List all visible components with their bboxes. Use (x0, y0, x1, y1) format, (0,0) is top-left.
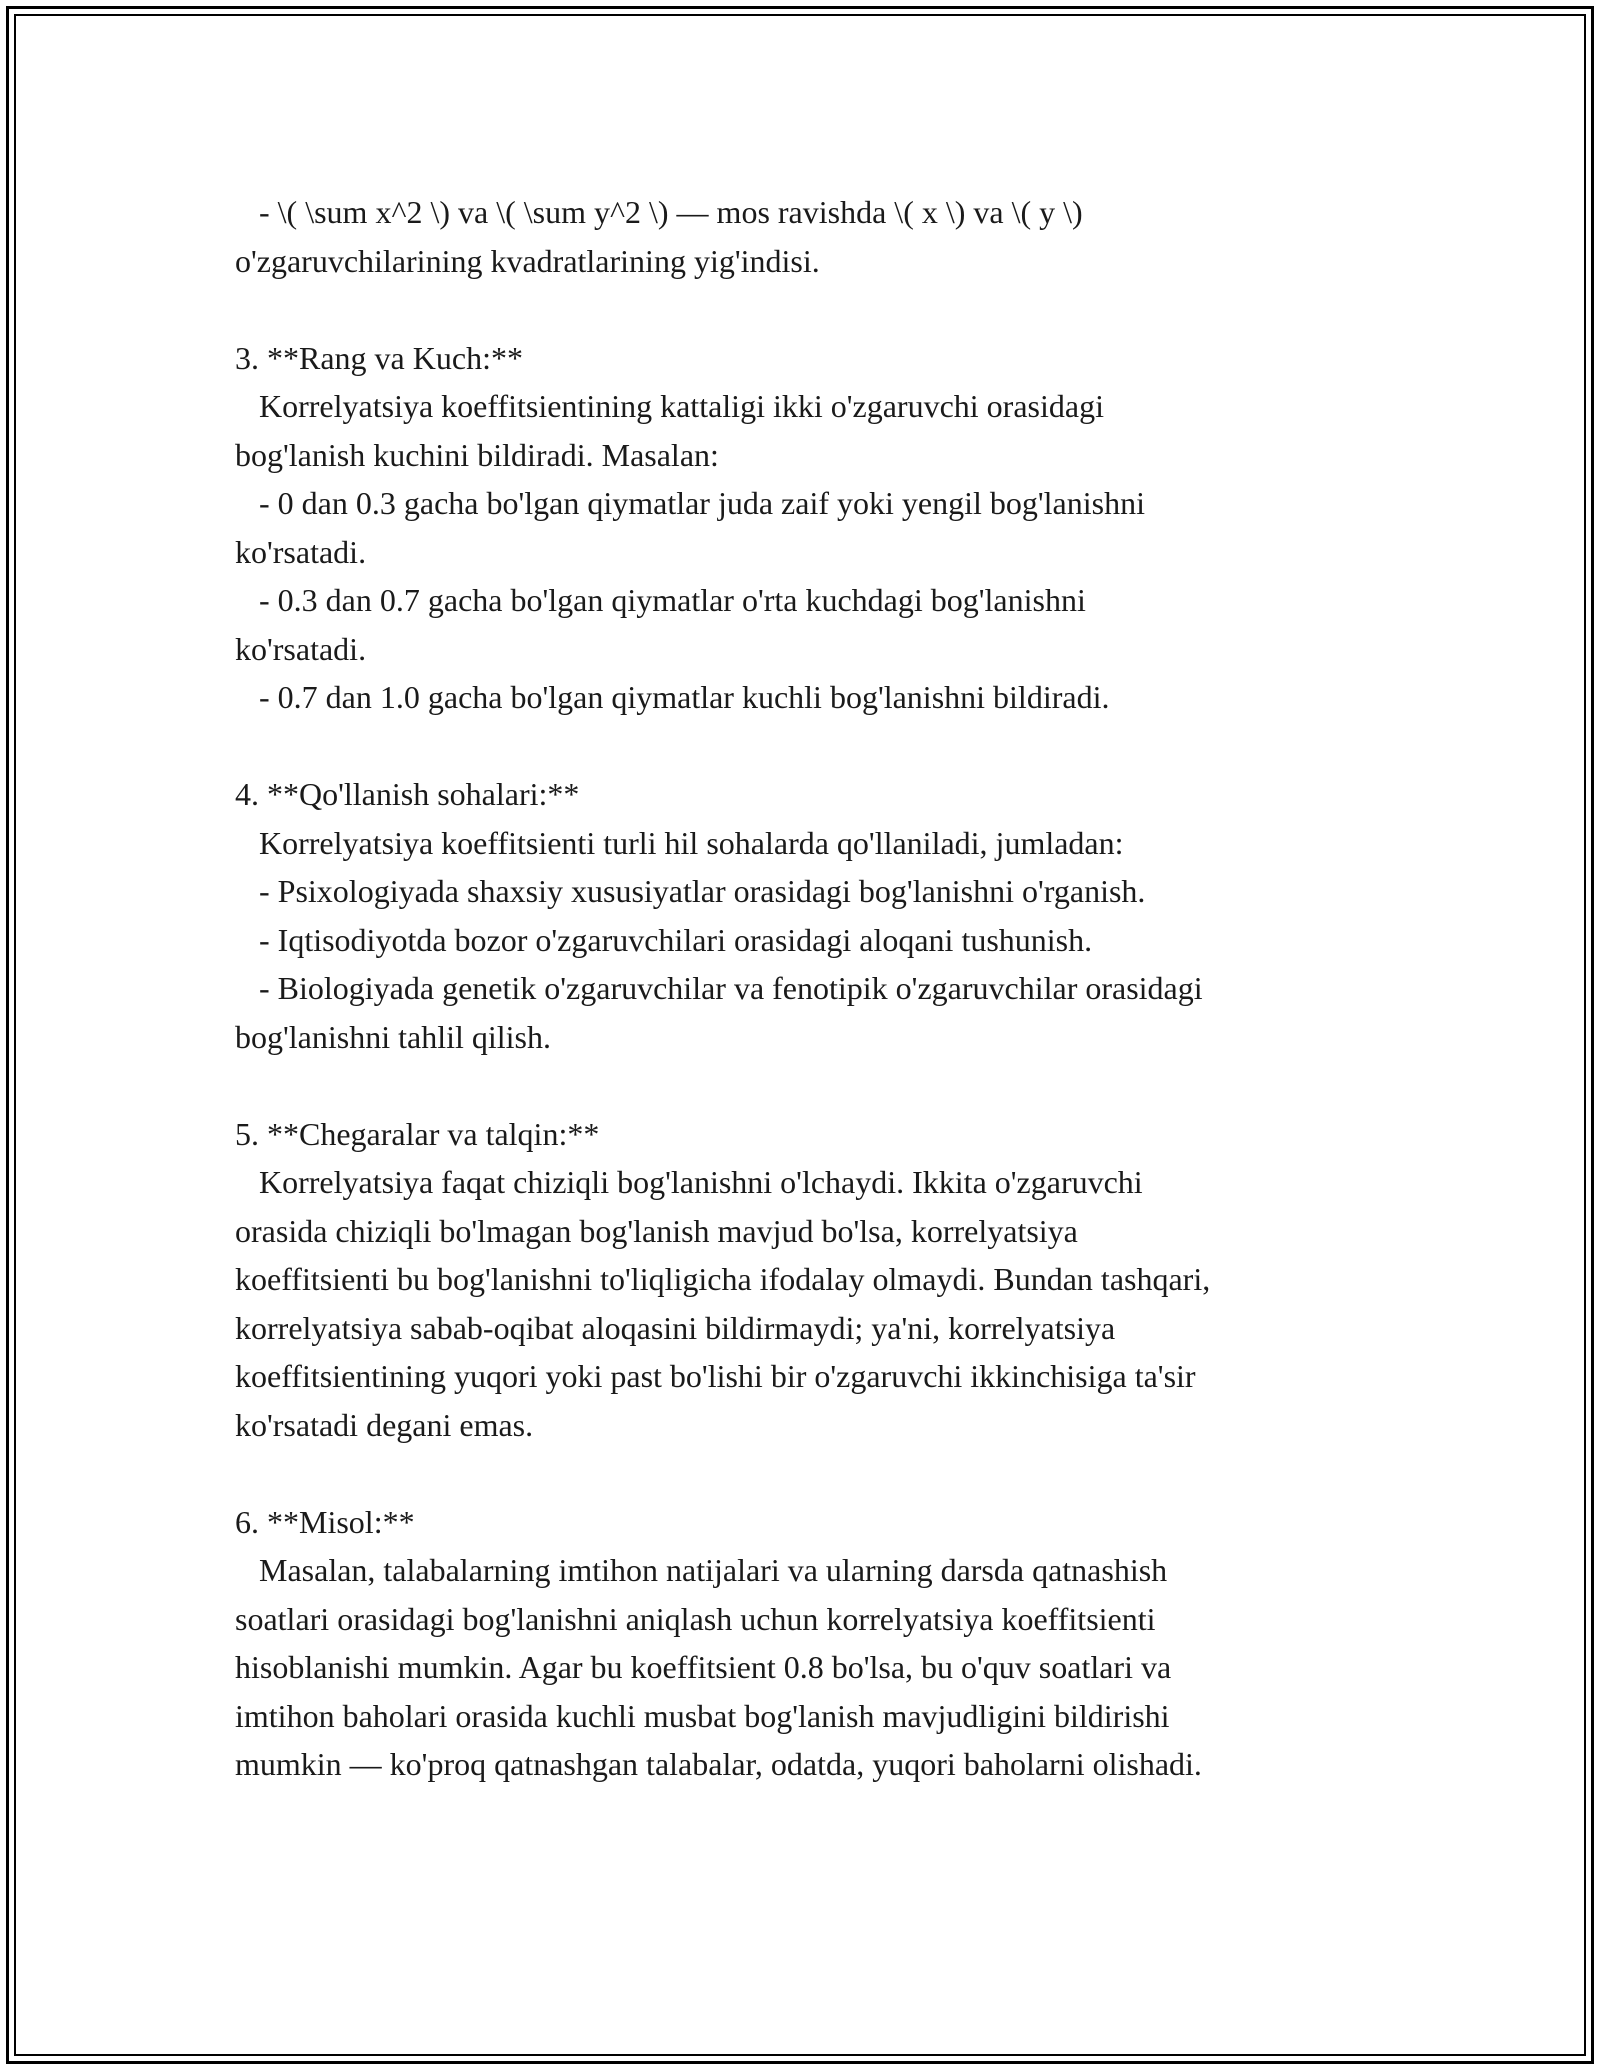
text-line: hisoblanishi mumkin. Agar bu koeffitsient 0.8 bo'lsa, bu o'quv soatlari va (235, 1649, 1172, 1685)
text-line: Korrelyatsiya faqat chiziqli bog'lanishni o'lchaydi. Ikkita o'zgaruvchi (235, 1164, 1143, 1200)
paragraph-gap (235, 1449, 1405, 1498)
text-line: Korrelyatsiya koeffitsientining kattaligi ikki o'zgaruvchi orasidagi (235, 388, 1104, 424)
text-line: bog'lanish kuchini bildiradi. Masalan: (235, 436, 719, 473)
section-heading: 3. **Rang va Kuch:** (235, 339, 523, 376)
document-body (235, 188, 1405, 1789)
block-section-4 (235, 770, 1405, 1061)
text-line: mumkin — ko'proq qatnashgan talabalar, odatda, yuqori baholarni olishadi. (235, 1746, 1202, 1782)
text-line: ko'rsatadi. (235, 630, 367, 667)
text-line: koeffitsientining yuqori yoki past bo'lishi bir o'zgaruvchi ikkinchisiga ta'sir (235, 1358, 1196, 1394)
block-section-3 (235, 334, 1405, 722)
block-section-6 (235, 1498, 1405, 1789)
list-item-line: - 0.7 dan 1.0 gacha bo'lgan qiymatlar kuchli bog'lanishni bildiradi. (235, 679, 1110, 715)
paragraph-gap (235, 285, 1405, 334)
paragraph-gap (235, 722, 1405, 771)
section-heading: 6. **Misol:** (235, 1503, 415, 1540)
list-item-line: - Biologiyada genetik o'zgaruvchilar va fenotipik o'zgaruvchilar orasidagi (235, 970, 1203, 1006)
text-line: - \( \sum x^2 \) va \( \sum y^2 \) — mos ravishda \( x \) va \( y \) (235, 194, 1083, 230)
paragraph-gap (235, 1061, 1405, 1110)
list-item-line: - 0 dan 0.3 gacha bo'lgan qiymatlar juda zaif yoki yengil bog'lanishni (235, 485, 1145, 521)
text-line: Korrelyatsiya koeffitsienti turli hil sohalarda qo'llaniladi, jumladan: (235, 824, 1124, 861)
text-line: korrelyatsiya sabab-oqibat aloqasini bildirmaydi; ya'ni, korrelyatsiya (235, 1309, 1116, 1346)
list-item-line: - Iqtisodiyotda bozor o'zgaruvchilari orasidagi aloqani tushunish. (235, 921, 1093, 958)
list-item-line: - 0.3 dan 0.7 gacha bo'lgan qiymatlar o'rta kuchdagi bog'lanishni (235, 582, 1086, 618)
text-line: orasida chiziqli bo'lmagan bog'lanish mavjud bo'lsa, korrelyatsiya (235, 1212, 1078, 1249)
text-line: imtihon baholari orasida kuchli musbat bog'lanish mavjudligini bildirishi (235, 1697, 1170, 1734)
text-line: Masalan, talabalarning imtihon natijalari va ularning darsda qatnashish (235, 1552, 1168, 1588)
text-line: koeffitsienti bu bog'lanishni to'liqligicha ifodalay olmaydi. Bundan tashqari, (235, 1261, 1211, 1297)
section-heading: 4. **Qo'llanish sohalari:** (235, 776, 580, 812)
block-section-5 (235, 1110, 1405, 1450)
block-formula-note (235, 188, 1405, 285)
text-line: ko'rsatadi. (235, 533, 367, 570)
text-line: soatlari orasidagi bog'lanishni aniqlash uchun korrelyatsiya koeffitsienti (235, 1600, 1156, 1637)
section-heading: 5. **Chegaralar va talqin:** (235, 1115, 600, 1152)
text-line: bog'lanishni tahlil qilish. (235, 1018, 551, 1055)
text-line: ko'rsatadi degani emas. (235, 1406, 534, 1443)
text-line: o'zgaruvchilarining kvadratlarining yig'indisi. (235, 242, 820, 279)
list-item-line: - Psixologiyada shaxsiy xususiyatlar orasidagi bog'lanishni o'rganish. (235, 873, 1146, 909)
